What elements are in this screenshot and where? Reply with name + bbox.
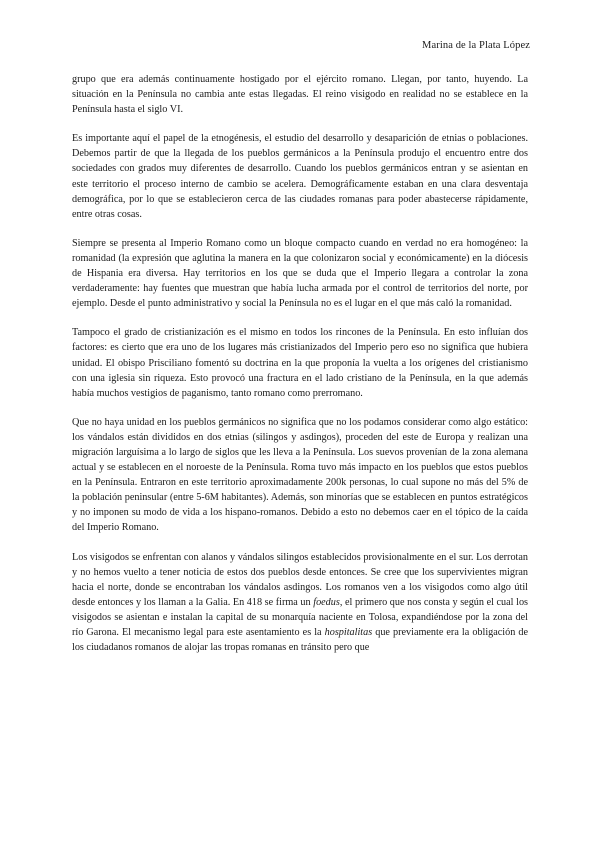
paragraph-6-part-3: que previamente era la obligación de los ciudadanos romanos de alojar las tropas romanas en tránsito pero que (72, 627, 528, 654)
paragraph-1: grupo que era además continuamente hostigado por el ejército romano. Llegan, por tanto, huyendo. La situación en la Península no cambia ante estas llegadas. El reino visigodo en realidad no se establece en la Península hasta el siglo VI. (72, 74, 528, 116)
paragraph-6-part-1: Los visigodos se enfrentan con alanos y vándalos silingos establecidos provisionalmente en el sur. Los derrotan y no hemos vuelto a tener noticia de estos dos pueblos desde entonces. Se cree que los supervivientes migran hacia el norte, donde se encontraban los vándalos asdingos. Los romanos ven a los visigodos como algo útil desde entonces y los llaman a la Galia. En 418 se firma un (72, 551, 528, 608)
document-body (72, 72, 528, 669)
paragraph-3: Siempre se presenta al Imperio Romano como un bloque compacto cuando en verdad no era homogéneo: la romanidad (la expresión que aglutina la manera en la que colonizaron social y económicamente) en la diócesis de Hispania era diversa. Hay territorios en los que se duda que el Imperio llegara a controlar la zona verdaderamente: hay fuentes que muestran que había lucha armada por el control de territorios del norte, por ejemplo. Desde el punto administrativo y social la Península no es el lugar en el que más caló la romanidad. (72, 237, 528, 310)
paragraph-6 (72, 550, 528, 656)
term-foedus: foedus (313, 596, 340, 608)
term-hospitalitas: hospitalitas (324, 627, 373, 638)
paragraph-6-part-2: , el primero que nos consta y según el cual los visigodos se asientan e instalan la capital de su monarquía naciente en Tolosa, expandiéndose por la zona del río Garona. El mecanismo legal para este asentamiento es la (72, 596, 529, 638)
paragraph-2: Es importante aquí el papel de la etnogénesis, el estudio del desarrollo y desaparición de etnias o poblaciones. Debemos partir de que la llegada de los pueblos germánicos a la Península produjo el encuentro entre dos sociedades con grados muy diferentes de desarrollo. Cuando los pueblos germánicos entran y se asientan en este territorio el proceso interno de cambio se acelera. Demográficamente estaban en una clara desventaja demográfica, por lo que se establecieron cerca de las ciudades romanas para poder abastecerse rápidamente, entre otras cosas. (72, 133, 528, 220)
page-header-author: Marina de la Plata López (422, 40, 530, 51)
paragraph-5: Que no haya unidad en los pueblos germánicos no significa que no los podamos considerar como algo estático: los vándalos están divididos en dos etnias (silingos y asdingos), proceden del este de Europa y realizan una migración larguísima a lo largo de siglos que les lleva a la Península. Los suevos provenían de la zona alemana actual y se establecen en el noroeste de la Península. Roma tuvo más impacto en los pueblos que estos pueblos en la Península. Entraron en este territorio aproximadamente 200k personas, lo cual supone no más del 5% de la población peninsular (entre 5-6M habitantes). Además, son minorías que se establecen en puntos estratégicos y no imponen su modo de vida a los hispano-romanos. Debido a esto no debemos caer en el tópico de la caída del Imperio Romano. (72, 416, 528, 534)
paragraph-4: Tampoco el grado de cristianización es el mismo en todos los rincones de la Península. En esto influían dos factores: es cierto que era uno de los lugares más cristianizados del Imperio pero eso no significa que hubiera unidad. El obispo Prisciliano fomentó su doctrina en la que proponía la vuelta a los orígenes del cristianismo con una iglesia sin riqueza. Esto provocó una fractura en el lado cristiano de la Península, en la que además había muchos vestigios de paganismo, tanto romano como prerromano. (72, 327, 528, 399)
